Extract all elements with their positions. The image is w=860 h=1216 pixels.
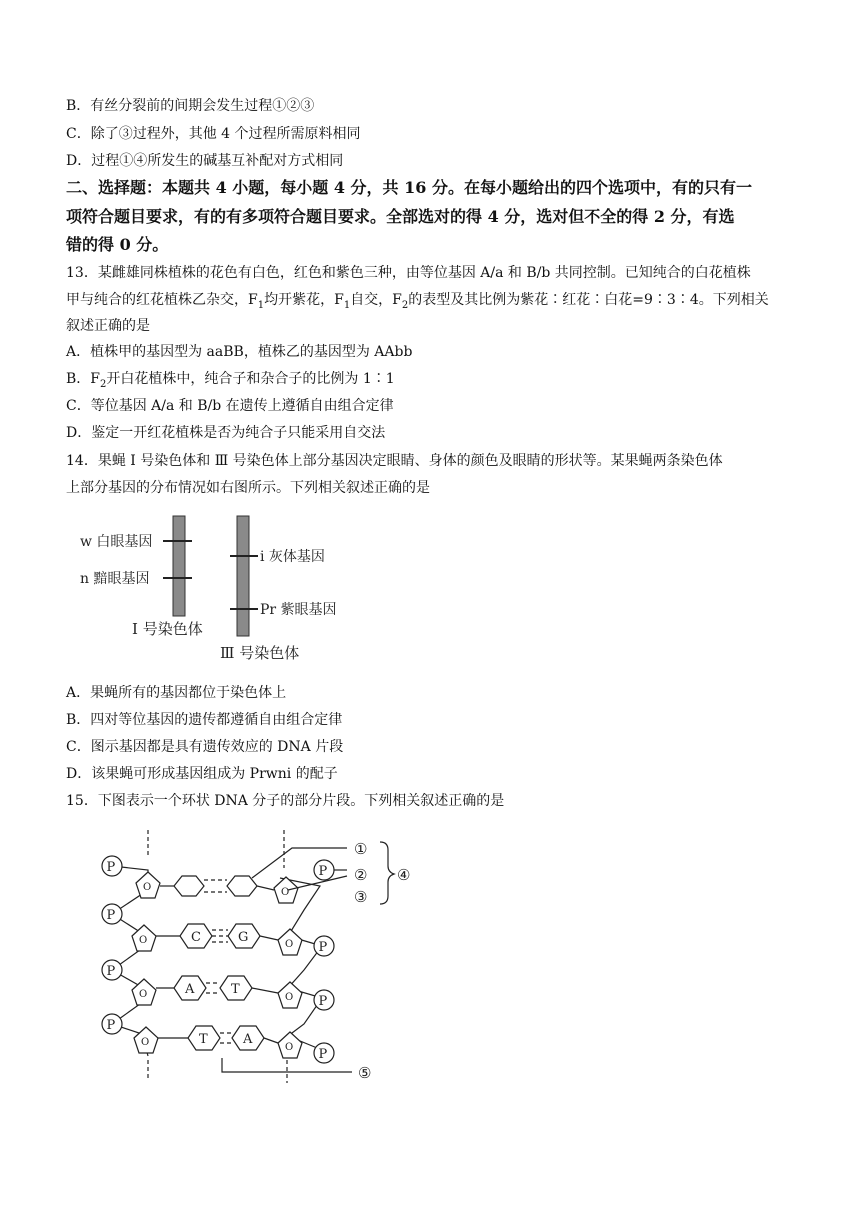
callout-3: ③ [354,888,368,906]
base-pair-1-right [227,876,257,896]
svg-text:P: P [318,940,328,955]
phosphate-left-3 [102,960,122,980]
q13-option-d: D．鉴定一开红花植株是否为纯合子只能采用自交法 [66,425,386,441]
svg-text:P: P [106,1018,116,1033]
sugar-left-4 [134,1027,158,1053]
svg-text:P: P [106,860,116,875]
svg-text:O: O [139,989,148,1000]
q13-option-b: B．$F_2$开白花植株中，纯合子和杂合子的比例为 1∶1 [66,371,395,390]
phosphate-left-2 [102,904,122,924]
svg-text:O: O [139,935,148,946]
callout-5: ⑤ [358,1064,372,1082]
callout-4: ④ [397,866,411,884]
chromosome-figure [70,508,350,668]
q12-option-d: D．过程①④所发生的碱基互补配对方式相同 [66,153,344,169]
svg-text:P: P [106,964,116,979]
q14-option-b: B．四对等位基因的遗传都遵循自由组合定律 [66,712,343,728]
svg-text:O: O [281,887,290,898]
q13-option-c: C．等位基因 A/a 和 B/b 在遗传上遵循自由组合定律 [66,398,394,414]
base-a-2 [232,1026,264,1050]
q14-option-c: C．图示基因都是具有遗传效应的 DNA 片段 [66,739,344,755]
section2-heading-line3: 错的得 0 分。 [66,235,169,254]
svg-text:P: P [106,908,116,923]
q14-option-a: A．果蝇所有的基因都位于染色体上 [66,685,287,701]
svg-text:O: O [141,1037,150,1048]
callout-1: ① [354,840,368,858]
sugar-right-2 [278,929,302,955]
phosphate-right-4 [314,1043,334,1063]
q15-stem: 15．下图表示一个环状 DNA 分子的部分片段。下列相关叙述正确的是 [66,793,505,809]
q13-stem-line2: 甲与纯合的红花植株乙杂交，$F_1$均开紫花，$F_1$自交，$F_2$的表型及其比例为紫花∶红花∶白花=9∶3∶4。下列相关 [66,292,769,311]
q13-option-a: A．植株甲的基因型为 aaBB，植株乙的基因型为 AAbb [66,344,413,360]
svg-text:T: T [199,1032,208,1047]
phosphate-right-2 [314,936,334,956]
section2-heading-line2: 项符合题目要求，有的有多项符合题目要求。全部选对的得 4 分，选对但不全的得 2 分，有选 [66,207,735,226]
sugar-left-1 [136,872,160,898]
base-pair-1-left [174,876,204,896]
svg-text:A: A [243,1032,253,1047]
svg-text:G: G [238,930,249,945]
q14-option-d: D．该果蝇可形成基因组成为 Prwni 的配子 [66,766,338,782]
section2-heading-line1: 二、选择题：本题共 4 小题，每小题 4 分，共 16 分。在每小题给出的四个选项中，有的只有一 [66,178,752,197]
base-c [180,924,212,948]
q14-stem-line2: 上部分基因的分布情况如右图所示。下列相关叙述正确的是 [66,480,430,496]
chromosome-1-label: Ⅰ 号染色体 [132,620,203,638]
q14-stem-line1: 14．果蝇 Ⅰ 号染色体和 Ⅲ 号染色体上部分基因决定眼睛、身体的颜色及眼睛的形状等。某果蝇两条染色体 [66,453,723,469]
svg-text:P: P [318,1047,328,1062]
q12-option-b: B．有丝分裂前的间期会发生过程①②③ [66,98,315,114]
q13-stem-line3: 叙述正确的是 [66,318,150,334]
svg-text:P: P [318,994,328,1009]
svg-text:O: O [285,1042,294,1053]
svg-text:A: A [185,982,195,997]
gene-i-label: i 灰体基因 [260,549,325,565]
phosphate-left-4 [102,1014,122,1034]
q13-stem-line1: 13．某雌雄同株植株的花色有白色，红色和紫色三种，由等位基因 A/a 和 B/b 共同控制。已知纯合的白花植株 [66,265,751,281]
base-t-2 [188,1026,220,1050]
base-g [228,924,260,948]
sugar-right-4 [278,1032,302,1058]
chromosome-1-bar [173,516,185,616]
gene-n-label: n 黯眼基因 [80,571,150,587]
callout-2: ② [354,866,368,884]
gene-w-label: w 白眼基因 [80,534,153,550]
q12-option-c: C．除了③过程外，其他 4 个过程所需原料相同 [66,126,361,142]
phosphate-right-3 [314,990,334,1010]
chromosome-3-bar [237,516,249,636]
svg-text:O: O [285,992,294,1003]
base-a [174,976,206,1000]
phosphate-left-1 [102,856,122,876]
svg-text:O: O [143,882,152,893]
phosphate-right-1 [314,860,334,880]
dna-structure-figure [92,828,422,1088]
sugar-right-3 [278,982,302,1008]
svg-text:O: O [285,939,294,950]
gene-pr-label: Pr 紫眼基因 [260,602,337,618]
base-t [220,976,252,1000]
chromosome-3-label: Ⅲ 号染色体 [220,644,300,662]
svg-text:T: T [231,982,240,997]
svg-text:C: C [191,930,201,945]
svg-text:P: P [318,864,328,879]
